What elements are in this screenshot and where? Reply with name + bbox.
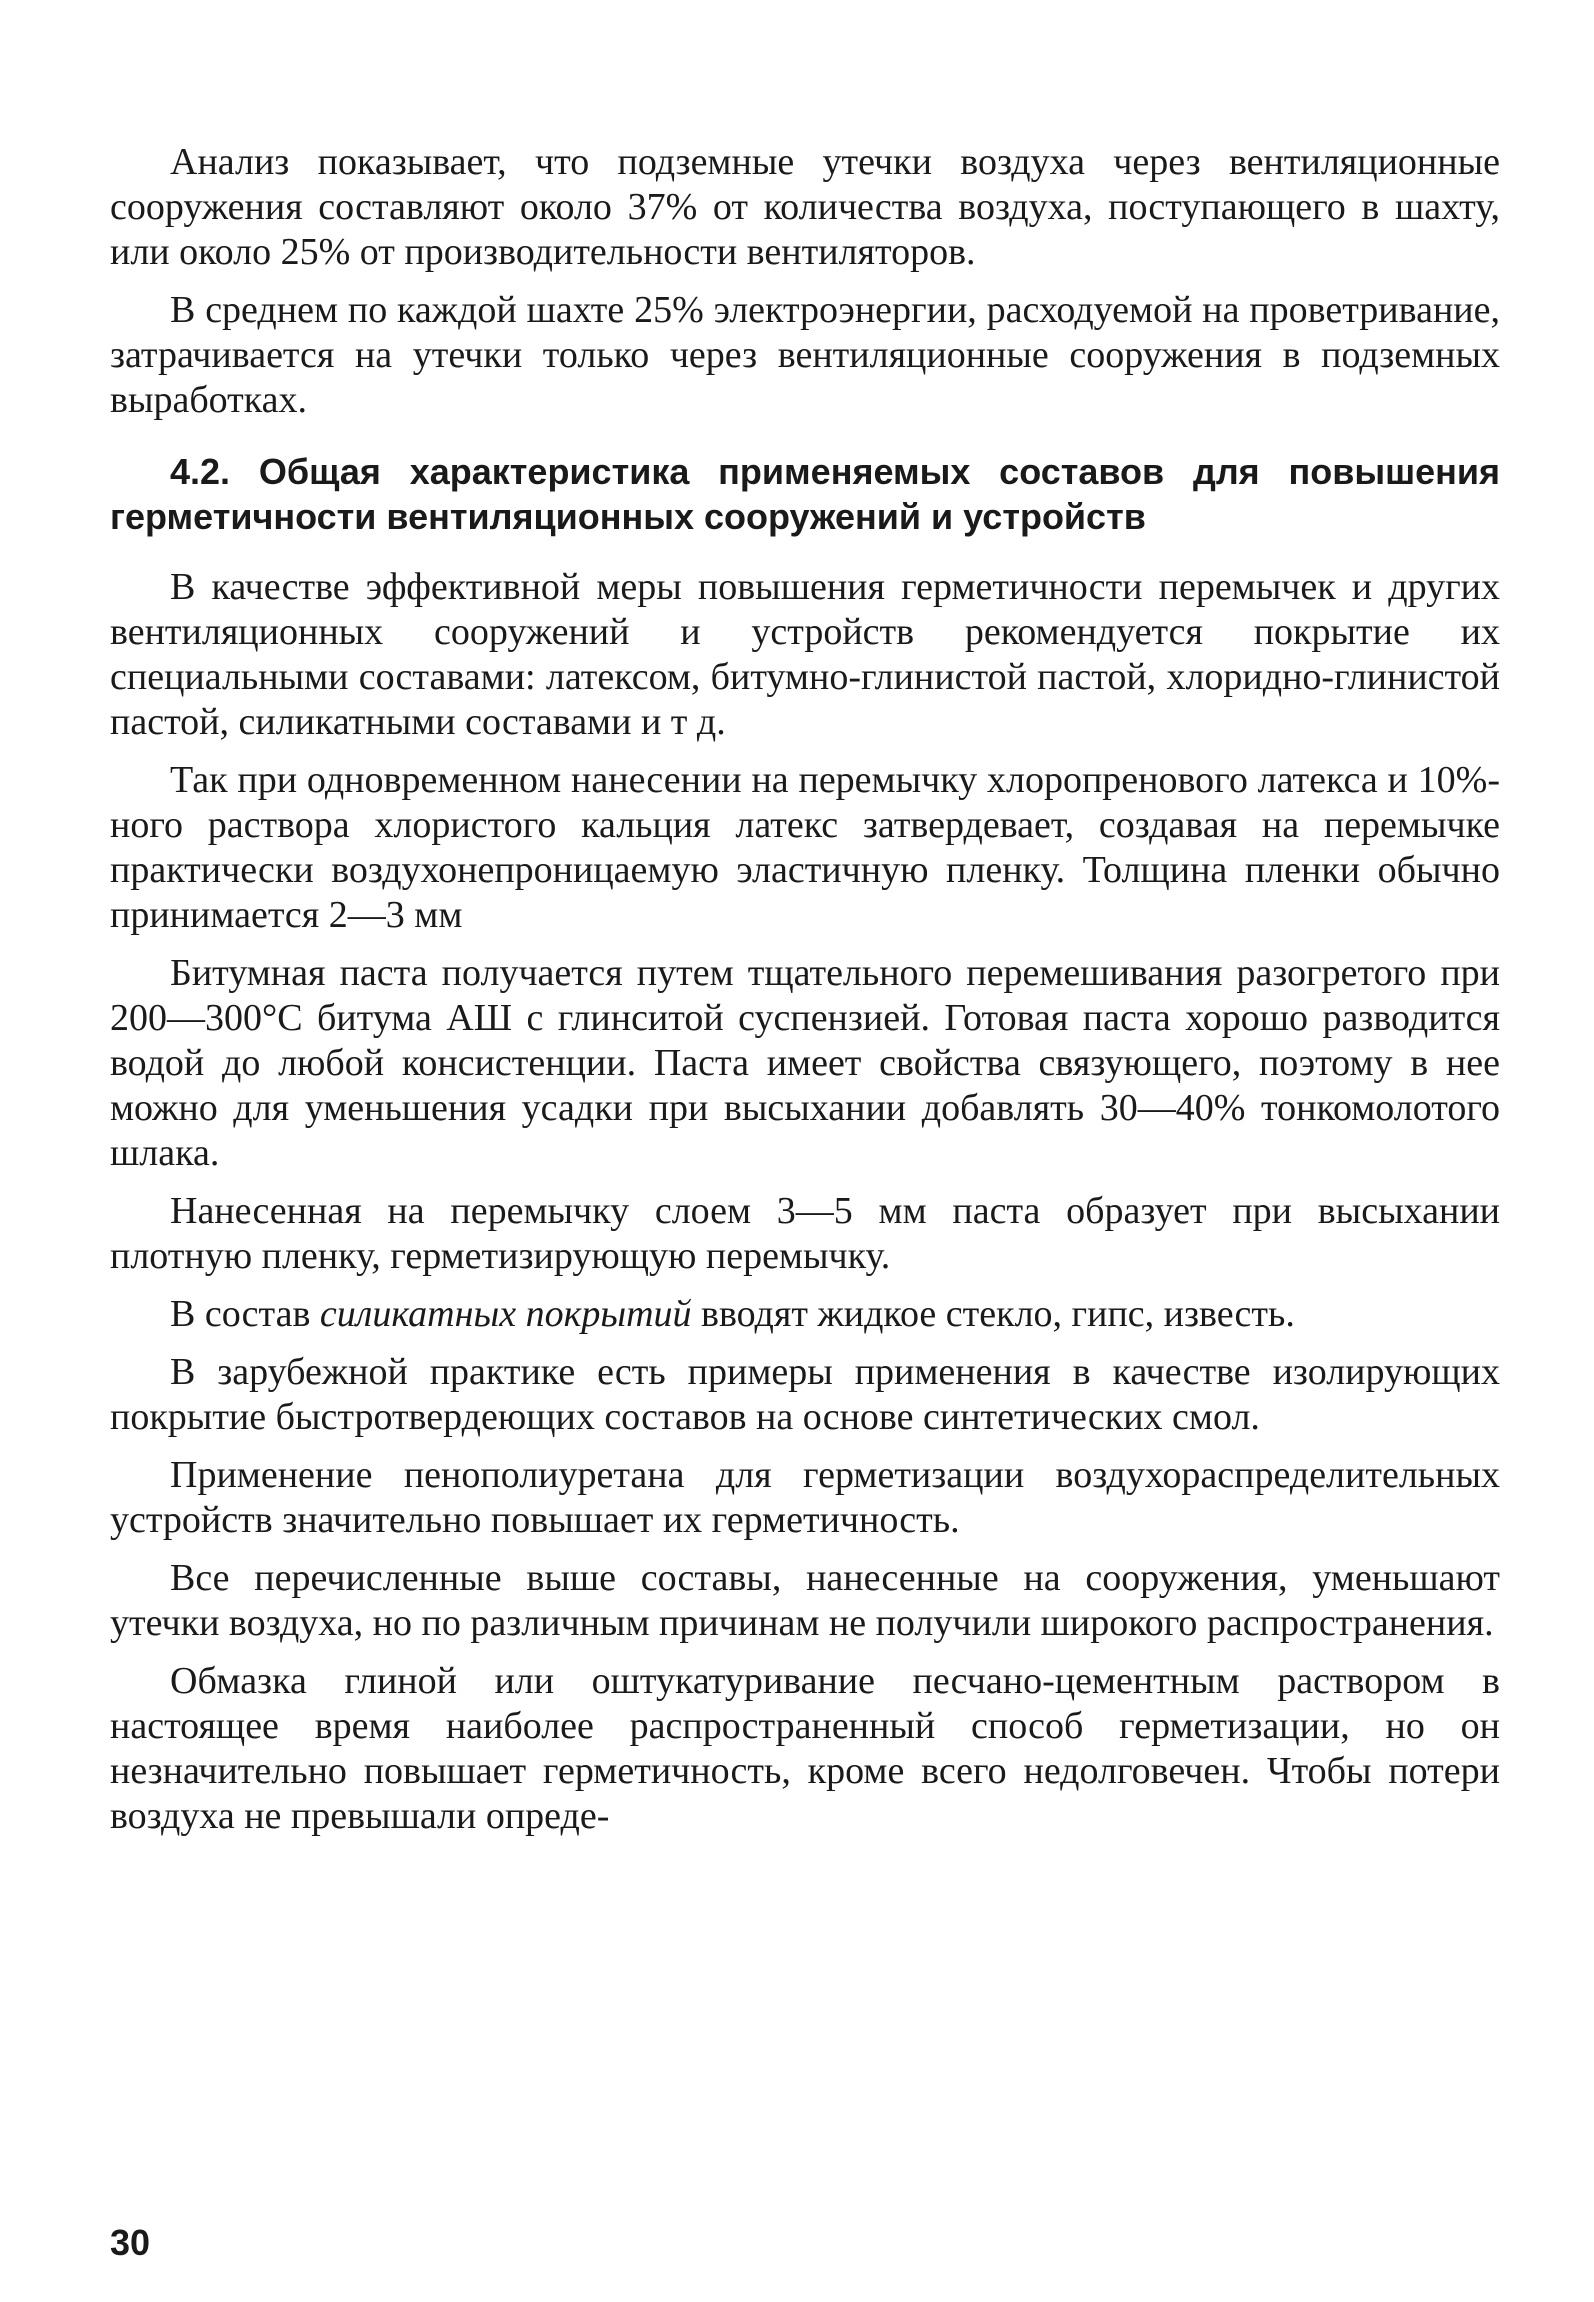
- paragraph-polyurethane: Применение пенополиуретана для герметизации воздухораспределительных устройств значительно повышает их герметичность.: [110, 1454, 1500, 1541]
- paragraph-paste-application: Нанесенная на перемычку слоем 3—5 мм паста образует при высыхании плотную пленку, герметизирующую перемычку.: [110, 1190, 1500, 1277]
- paragraph-clay-plaster: Обмазка глиной или оштукатуривание песчано-цементным раствором в настоящее время наиболее распространенный способ герметизации, но он незначительно повышает герметичность, кроме всего недолговечен. Чтобы потери воздуха не превышали опреде-: [110, 1660, 1500, 1837]
- paragraph-silicate-coatings: [110, 1292, 1500, 1337]
- paragraph-bitumen-paste: Битумная паста получается путем тщательного перемешивания разогретого при 200—300°С битума АШ с глинситой суспензией. Готовая паста хорошо разводится водой до любой консистенции. Паста имеет свойства связующего, поэтому в нее можно для уменьшения усадки при высыхании добавлять 30—40% тонкомолотого шлака.: [110, 952, 1500, 1174]
- document-page: [110, 140, 1500, 1852]
- silicate-lead-text: В состав: [170, 1293, 320, 1335]
- section-heading: 4.2. Общая характеристика применяемых составов для повышения герметичности вентиляционных сооружений и устройств: [110, 451, 1500, 537]
- paragraph-latex-coating: Так при одновременном нанесении на перемычку хлоропренового латекса и 10%-ного раствора хлористого кальция латекс затвердевает, создавая на перемычке практически воздухонепроницаемую эластичную пленку. Толщина пленки обычно принимается 2—3 мм: [110, 759, 1500, 936]
- silicate-rest-text: вводят жидкое стекло, гипс, известь.: [691, 1293, 1295, 1335]
- paragraph-leak-analysis: Анализ показывает, что подземные утечки воздуха через вентиляционные сооружения составляют около 37% от количества воздуха, поступающего в шахту, или около 25% от производительности вентиляторов.: [110, 141, 1500, 273]
- paragraph-energy-losses: В среднем по каждой шахте 25% электроэнергии, расходуемой на проветривание, затрачивается на утечки только через вентиляционные сооружения в подземных выработках.: [110, 289, 1500, 421]
- paragraph-effective-measures: В качестве эффективной меры повышения герметичности перемычек и других вентиляционных сооружений и устройств рекомендуется покрытие их специальными составами: латексом, битумно-глинистой пастой, хлоридно-глинистой пастой, силикатными составами и т д.: [110, 566, 1500, 743]
- silicate-italic-term: силикатных покрытий: [319, 1293, 692, 1335]
- paragraph-limited-use: Все перечисленные выше составы, нанесенные на сооружения, уменьшают утечки воздуха, но по различным причинам не получили широкого распространения.: [110, 1557, 1500, 1644]
- paragraph-foreign-practice: В зарубежной практике есть примеры применения в качестве изолирующих покрытие быстротвердеющих составов на основе синтетических смол.: [110, 1351, 1500, 1438]
- page-number: 30: [110, 2222, 151, 2263]
